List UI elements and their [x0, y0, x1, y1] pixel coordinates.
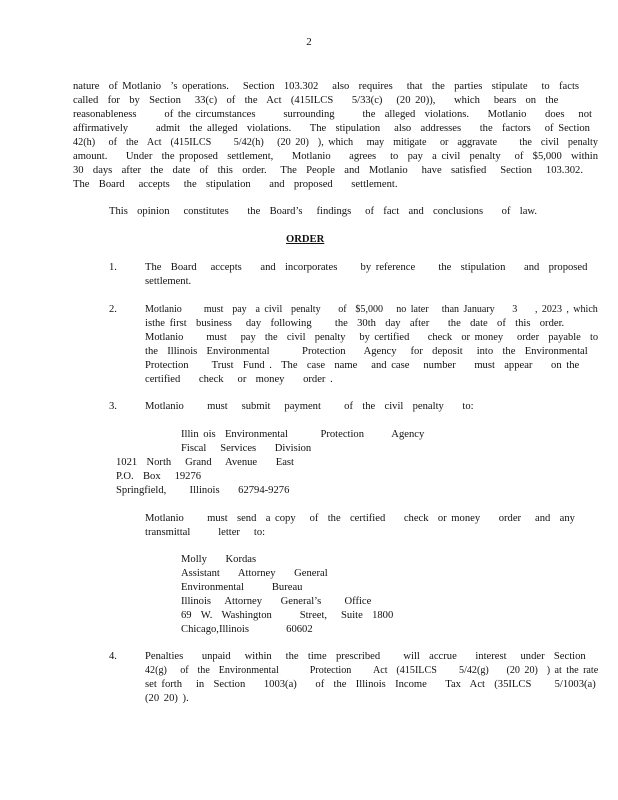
item-line: (20 20) ). — [145, 693, 189, 704]
item-line: Motlanio must submit payment of the civil penalty to: — [145, 401, 474, 412]
item-number: 4. — [109, 651, 117, 662]
item-line: 42(g) of the Environmental Protection Act (415ILCS 5/42(g) (20 20) ) at the rate — [145, 665, 599, 676]
item-line: set forth in Section 1003(a) of the Illinois Income Tax Act (35ILCS 5/1003(a) — [145, 679, 596, 690]
address-line: Springfield, Illinois 62794-9276 — [116, 485, 290, 496]
paragraph-line: 30 days after the date of this order. The People and Motlanio have satisfied Section 103.302. — [73, 165, 583, 176]
item-line: the Illinois Environmental Protection Agency for deposit into the Environmental — [145, 346, 588, 357]
item-line: settlement. — [145, 276, 192, 287]
item-line: Penalties unpaid within the time prescribed will accrue interest under Section — [145, 651, 586, 662]
address-line: Assistant Attorney General — [181, 568, 328, 579]
address-line: Illin ois Environmental Protection Agency — [181, 429, 425, 440]
item-line: The Board accepts and incorporates by reference the stipulation and proposed — [145, 262, 588, 273]
address-line: Illinois Attorney General’s Office — [181, 596, 372, 607]
address-line: P.O. Box 19276 — [116, 471, 202, 482]
item-number: 3. — [109, 401, 117, 412]
order-heading: ORDER — [286, 234, 325, 245]
paragraph-line: The Board accepts the stipulation and proposed settlement. — [73, 179, 398, 190]
paragraph-line: amount. Under the proposed settlement, Motlanio agrees to pay a civil penalty of $5,000 within — [73, 151, 599, 162]
paragraph-line: affirmatively admit the alleged violations. The stipulation also addresses the factors of Section — [73, 123, 590, 134]
paragraph-line: called for by Section 33(c) of the Act (415ILCS 5/33(c) (20 20)), which bears on the — [73, 95, 559, 106]
item-number: 1. — [109, 262, 117, 273]
address-line: Fiscal Services Division — [181, 443, 312, 454]
findings-statement: This opinion constitutes the Board’s findings of fact and conclusions of law. — [109, 206, 538, 217]
item-line: certified check or money order . — [145, 374, 333, 385]
item-line: Motlanio must pay the civil penalty by certified check or money order payable to — [145, 332, 599, 343]
address-line: Molly Kordas — [181, 554, 257, 565]
item-line: Motlanio must pay a civil penalty of $5,000 no later than January 3 , 2023 , which — [145, 304, 598, 315]
address-line: Chicago,Illinois 60602 — [181, 624, 313, 635]
item-line: Protection Trust Fund . The case name and case number must appear on the — [145, 360, 580, 371]
item-number: 2. — [109, 304, 117, 315]
paragraph-line: 42(h) of the Act (415ILCS 5/42(h) (20 20) ), which may mitigate or aggravate the civil penalty — [73, 137, 598, 148]
address-line: 69 W. Washington Street, Suite 1800 — [181, 610, 394, 621]
paragraph-line: nature of Motlanio ’s operations. Section 103.302 also requires that the parties stipulate to facts — [73, 81, 580, 92]
address-line: 1021 North Grand Avenue East — [116, 457, 294, 468]
address-line: Environmental Bureau — [181, 582, 303, 593]
paragraph-line: reasonableness of the circumstances surrounding the alleged violations. Motlanio does not — [73, 109, 592, 120]
item-line: Motlanio must send a copy of the certified check or money order and any — [145, 513, 575, 524]
item-line: isthe first business day following the 30th day after the date of this order. — [145, 318, 565, 329]
item-line: transmittal letter to: — [145, 527, 266, 538]
page-number: 2 — [306, 36, 312, 48]
